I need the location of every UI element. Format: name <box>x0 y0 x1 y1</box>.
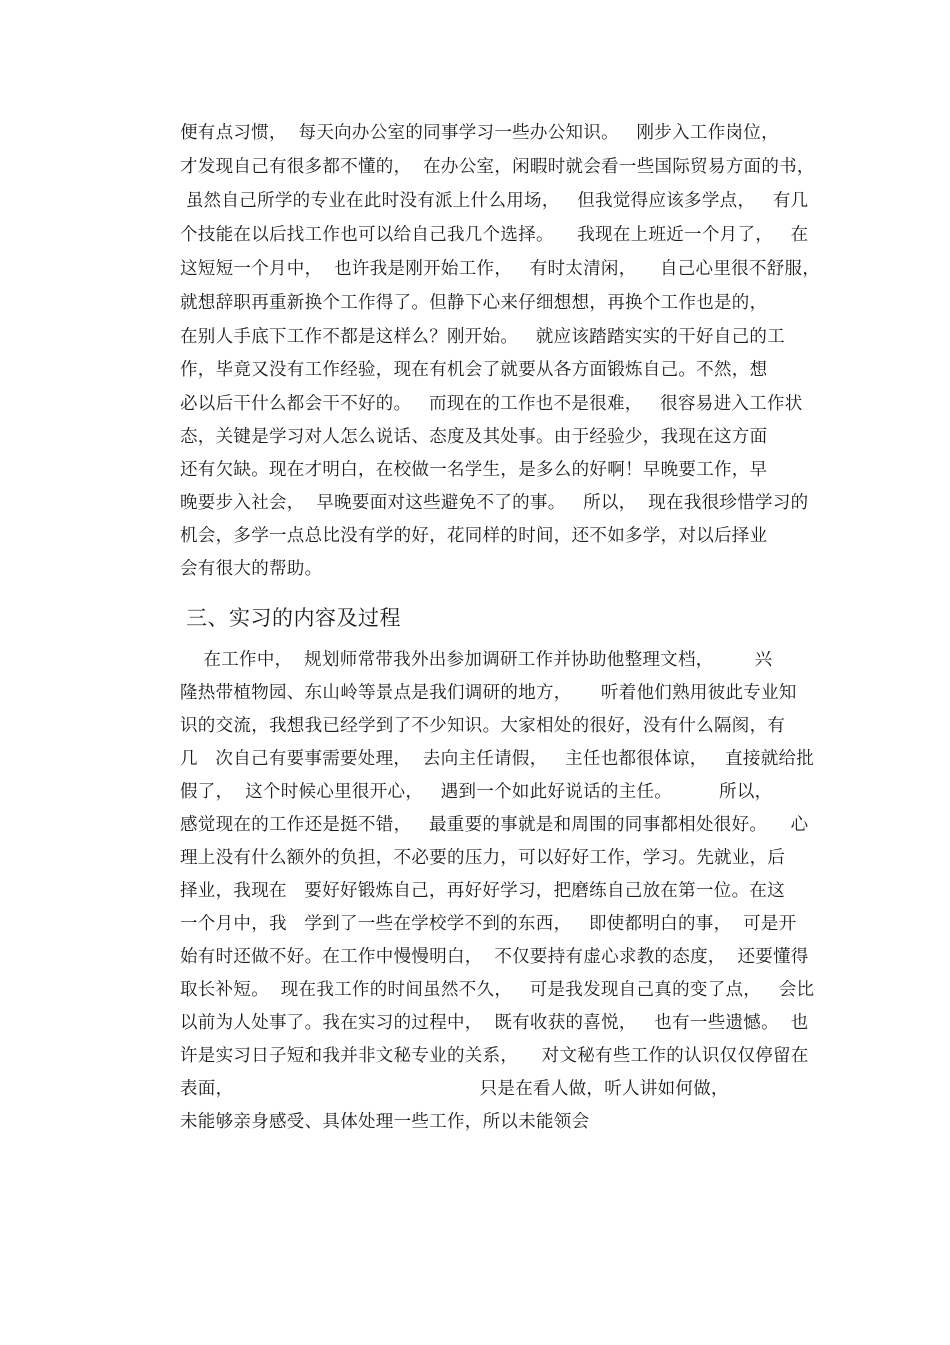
text-line: 作，毕竟又没有工作经验，现在有机会了就要从各方面锻炼自己。不然，想 <box>180 360 768 380</box>
text-line: 以前为人处事了。我在实习的过程中， 既有收获的喜悦， 也有一些遗憾。 也 <box>180 1013 809 1033</box>
text-line: 几 次自己有要事需要处理， 去向主任请假， 主任也都很体谅， 直接就给批 <box>180 749 815 769</box>
text-line: 才发现自己有很多都不懂的， 在办公室，闲暇时就会看一些国际贸易方面的书， <box>180 157 815 177</box>
text-line: 晚要步入社会， 早晚要面对这些避免不了的事。 所以， 现在我很珍惜学习的 <box>180 493 809 513</box>
text-line: 感觉现在的工作还是挺不错， 最重要的事就是和周围的同事都相处很好。 心 <box>180 815 809 835</box>
text-line: 机会，多学一点总比没有学的好，花同样的时间，还不如多学，对以后择业 <box>180 526 768 546</box>
text-line: 未能够亲身感受、具体处理一些工作，所以未能领会 <box>180 1112 590 1132</box>
text-line: 必以后干什么都会干不好的。 而现在的工作也不是很难， 很容易进入工作状 <box>180 394 803 414</box>
text-line: 在别人手底下工作不都是这样么？刚开始。 就应该踏踏实实的干好自己的工 <box>180 327 785 347</box>
text-line: 表面， 只是在看人做，听人讲如何做， <box>180 1079 729 1099</box>
text-line: 这短短一个月中， 也许我是刚开始工作， 有时太清闲， 自己心里很不舒服， <box>180 259 821 279</box>
text-line: 虽然自己所学的专业在此时没有派上什么用场， 但我觉得应该多学点， 有几 <box>180 191 809 211</box>
text-line: 会有很大的帮助。 <box>180 559 323 579</box>
text-line: 一个月中，我 学到了一些在学校学不到的东西， 即使都明白的事， 可是开 <box>180 914 797 934</box>
text-line: 取长补短。 现在我工作的时间虽然不久， 可是我发现自己真的变了点， 会比 <box>180 980 815 1000</box>
text-line: 假了， 这个时候心里很开心， 遇到一个如此好说话的主任。 所以， <box>180 782 773 802</box>
text-line: 许是实习日子短和我并非文秘专业的关系， 对文秘有些工作的认识仅仅停留在 <box>180 1046 809 1066</box>
text-line: 便有点习惯， 每天向办公室的同事学习一些办公知识。 刚步入工作岗位， <box>180 123 779 143</box>
text-line: 择业，我现在 要好好锻炼自己，再好好学习，把磨练自己放在第一位。在这 <box>180 881 785 901</box>
text-line: 隆热带植物园、东山岭等景点是我们调研的地方， 听着他们熟用彼此专业知 <box>180 683 797 703</box>
text-line: 还有欠缺。现在才明白，在校做一名学生，是多么的好啊！早晚要工作，早 <box>180 460 768 480</box>
text-line: 始有时还做不好。在工作中慢慢明白， 不仅要持有虚心求教的态度， 还要懂得 <box>180 947 809 967</box>
text-line: 态，关键是学习对人怎么说话、态度及其处事。由于经验少，我现在这方面 <box>180 427 768 447</box>
text-line: 识的交流，我想我已经学到了不少知识。大家相处的很好，没有什么隔阂，有 <box>180 716 786 736</box>
section-heading: 三、实习的内容及过程 <box>186 606 401 630</box>
text-line: 理上没有什么额外的负担，不必要的压力，可以好好工作，学习。先就业，后 <box>180 848 786 868</box>
text-line: 就想辞职再重新换个工作得了。但静下心来仔细想想，再换个工作也是的， <box>180 293 768 313</box>
text-line: 在工作中， 规划师常带我外出参加调研工作并协助他整理文档， 兴 <box>180 650 773 670</box>
text-line: 个技能在以后找工作也可以给自己我几个选择。 我现在上班近一个月了， 在 <box>180 225 809 245</box>
